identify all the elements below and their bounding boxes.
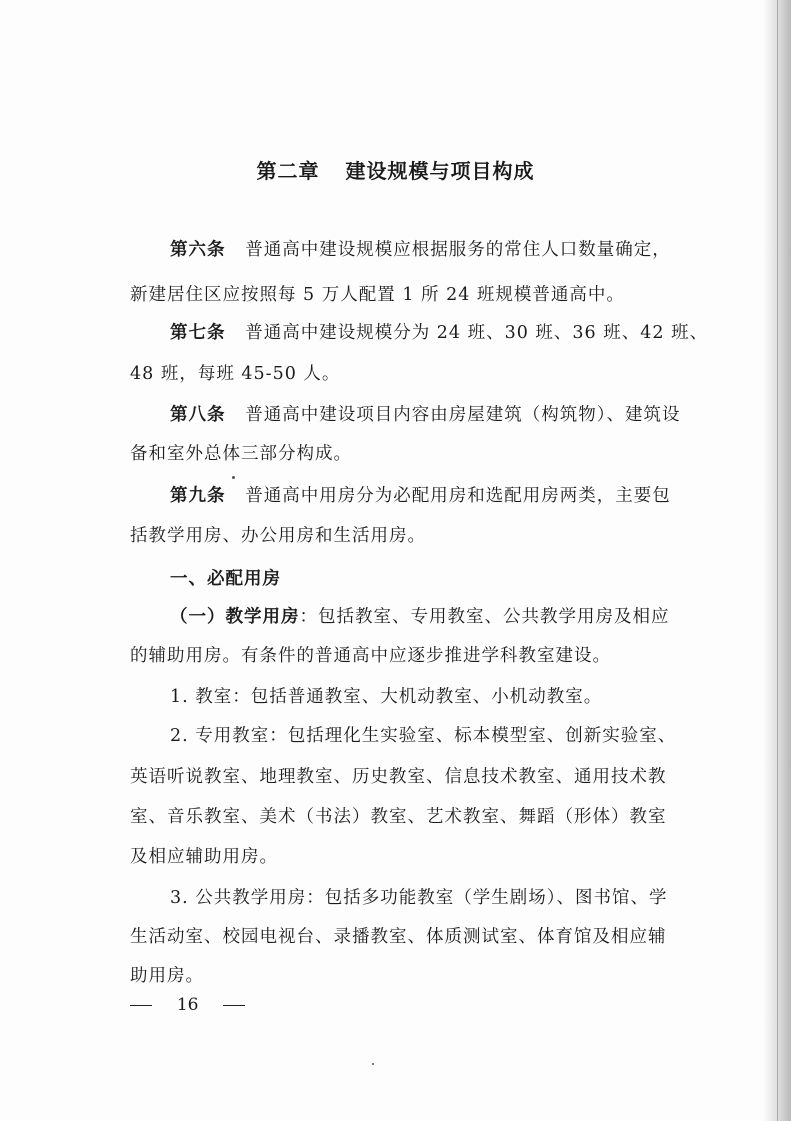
chapter-name: 建设规模与项目构成 [345, 159, 535, 183]
article-7-line-1 [170, 319, 708, 344]
section-heading: 一、必配用房 [170, 569, 281, 589]
article-7-line-2: 48 班，每班 45-50 人。 [130, 364, 341, 384]
page-number-dash-left [130, 1005, 152, 1006]
article-7-text-1: 普通高中建设规模分为 24 班、30 班、36 班、42 班、 [245, 323, 709, 343]
subsection-1-line-2: 的辅助用房。有条件的普通高中应逐步推进学科教室建设。 [130, 646, 611, 666]
page-number-value: 16 [176, 995, 199, 1015]
scan-speck [232, 476, 235, 479]
article-7-label: 第七条 [170, 323, 226, 343]
item-2-line-2: 英语听说教室、地理教室、历史教室、信息技术教室、通用技术教 [130, 767, 667, 787]
subsection-1-label: （一）教学用房 [170, 607, 300, 627]
article-6-line-2: 新建居住区应按照每 5 万人配置 1 所 24 班规模普通高中。 [130, 285, 625, 305]
chapter-number: 第二章 [256, 159, 320, 183]
subsection-1-text-1: ：包括教室、专用教室、公共教学用房及相应 [299, 607, 670, 627]
page-number-dash-right [223, 1005, 245, 1006]
item-2-line-1: 2. 专用教室：包括理化生实验室、标本模型室、创新实验室、 [170, 726, 677, 746]
article-8-line-2: 备和室外总体三部分构成。 [130, 444, 352, 464]
article-8-text-1: 普通高中建设项目内容由房屋建筑（构筑物）、建筑设 [245, 405, 681, 425]
article-8-label: 第八条 [170, 405, 226, 425]
item-3-line-1: 3. 公共教学用房：包括多功能教室（学生剧场）、图书馆、学 [170, 888, 668, 908]
item-2-line-3: 室、音乐教室、美术（书法）教室、艺术教室、舞蹈（形体）教室 [130, 807, 667, 827]
subsection-1-line-1 [170, 603, 670, 628]
article-8-line-1 [170, 401, 680, 426]
item-3-line-3: 助用房。 [130, 966, 204, 986]
article-9-text-1: 普通高中用房分为必配用房和选配用房两类，主要包 [245, 486, 671, 506]
article-6-line-1 [170, 236, 671, 261]
chapter-title [0, 155, 791, 184]
article-6-label: 第六条 [170, 240, 226, 260]
article-6-text-1: 普通高中建设规模应根据服务的常住人口数量确定， [245, 240, 671, 260]
item-3-line-2: 生活动室、校园电视台、录播教室、体质测试室、体育馆及相应辅 [130, 927, 667, 947]
article-9-line-1 [170, 482, 671, 507]
item-1: 1. 教室：包括普通教室、大机动教室、小机动教室。 [170, 687, 603, 707]
item-2-line-4: 及相应辅助用房。 [130, 847, 278, 867]
article-9-line-2: 括教学用房、办公用房和生活用房。 [130, 526, 426, 546]
scan-speck [372, 1063, 374, 1065]
article-9-label: 第九条 [170, 486, 226, 506]
page-number [130, 995, 245, 1015]
